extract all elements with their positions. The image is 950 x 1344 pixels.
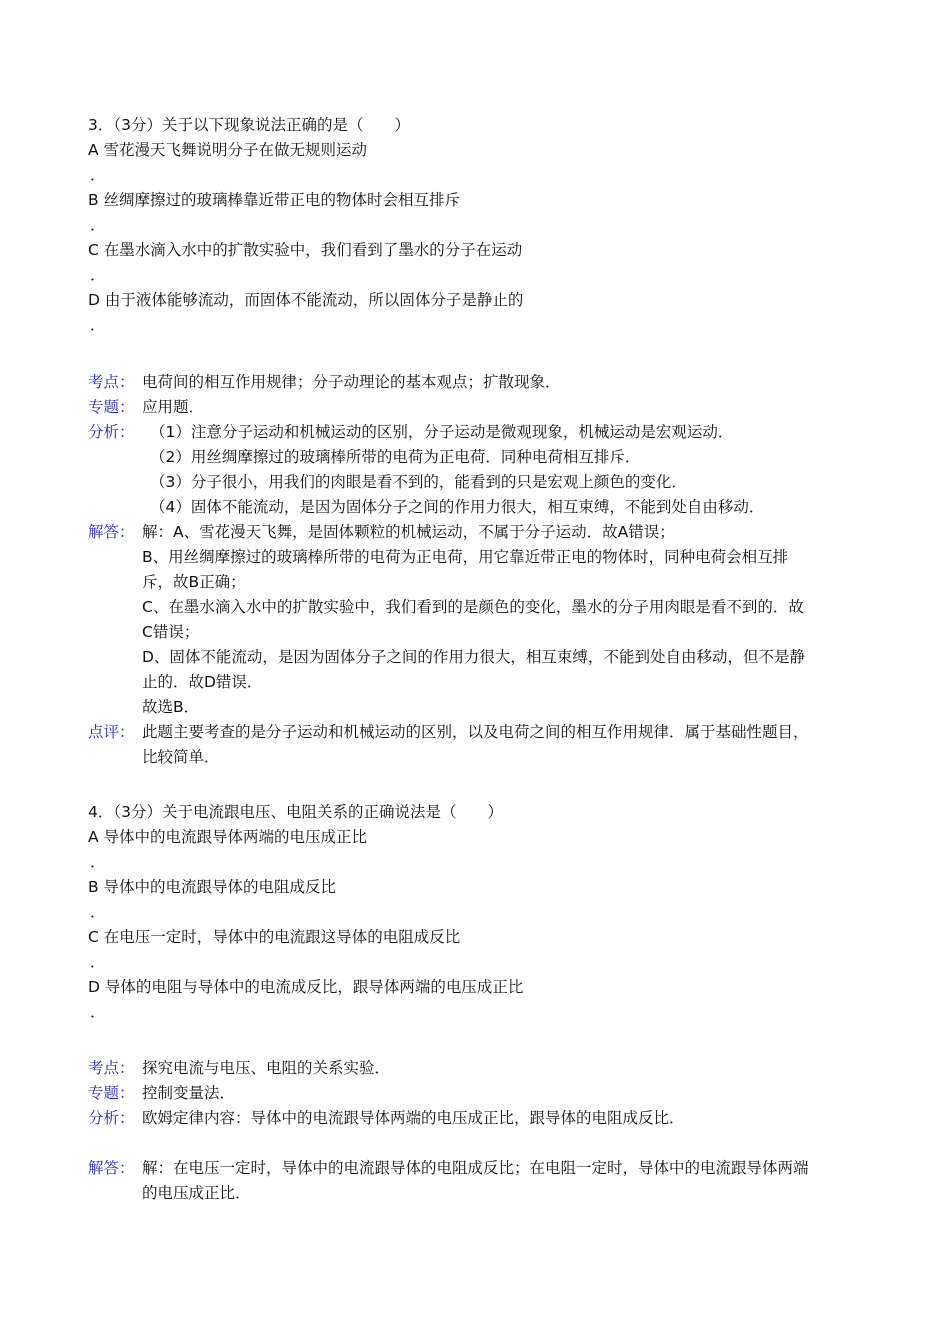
fenxi-row <box>88 420 878 520</box>
option-c: C 在墨水滴入水中的扩散实验中，我们看到了墨水的分子在运动 <box>88 241 523 259</box>
option-dot: ． <box>90 853 106 871</box>
question-3 <box>88 113 878 338</box>
option-a: A 导体中的电流跟导体两端的电压成正比 <box>88 828 368 846</box>
zhuanti-row <box>88 395 878 420</box>
jieda-line: 斥，故B正确； <box>142 573 246 591</box>
dianping-line: 此题主要考查的是分子运动和机械运动的区别，以及电荷之间的相互作用规律．属于基础性题目， <box>142 723 809 741</box>
jieda-row <box>88 1156 878 1206</box>
fenxi-row <box>88 1106 878 1131</box>
fenxi-label: 分析： <box>88 1109 135 1127</box>
fenxi-line: （4）固体不能流动，是因为固体分子之间的作用力很大，相互束缚，不能到处自由移动． <box>150 498 765 516</box>
zhuanti-label: 专题： <box>88 1084 135 1102</box>
dianping-row <box>88 720 878 770</box>
kaodian-label: 考点： <box>88 1059 135 1077</box>
question-stem: 3．（3分）关于以下现象说法正确的是（ ） <box>88 116 410 134</box>
fenxi-label: 分析： <box>88 423 135 441</box>
question-4 <box>88 800 878 1025</box>
jieda-line: B、用丝绸摩擦过的玻璃棒所带的电荷为正电荷，用它靠近带正电的物体时，同种电荷会相互排 <box>142 548 789 566</box>
option-dot: ． <box>90 166 106 184</box>
option-b: B 导体中的电流跟导体的电阻成反比 <box>88 878 337 896</box>
fenxi-line: （3）分子很小，用我们的肉眼是看不到的，能看到的只是宏观上颜色的变化． <box>150 473 687 491</box>
jieda-line: 解：A、雪花漫天飞舞，是固体颗粒的机械运动，不属于分子运动．故A错误； <box>142 523 675 541</box>
jieda-label: 解答： <box>88 523 135 541</box>
option-dot: ． <box>90 216 106 234</box>
dianping-label: 点评： <box>88 723 135 741</box>
analysis-3 <box>88 370 878 770</box>
jieda-line: 的电压成正比． <box>142 1184 251 1202</box>
fenxi-line: （2）用丝绸摩擦过的玻璃棒所带的电荷为正电荷．同种电荷相互排斥． <box>150 448 641 466</box>
option-d: D 由于液体能够流动，而固体不能流动，所以固体分子是静止的 <box>88 291 524 309</box>
kaodian-label: 考点： <box>88 373 135 391</box>
option-b: B 丝绸摩擦过的玻璃棒靠近带正电的物体时会相互排斥 <box>88 191 461 209</box>
zhuanti-text: 控制变量法． <box>142 1084 236 1102</box>
option-a: A 雪花漫天飞舞说明分子在做无规则运动 <box>88 141 368 159</box>
kaodian-row <box>88 1056 878 1081</box>
jieda-line: C、在墨水滴入水中的扩散实验中，我们看到的是颜色的变化，墨水的分子用肉眼是看不到的．故 <box>142 598 804 616</box>
question-stem: 4．（3分）关于电流跟电压、电阻关系的正确说法是（ ） <box>88 803 503 821</box>
kaodian-text: 电荷间的相互作用规律；分子动理论的基本观点；扩散现象． <box>142 373 561 391</box>
fenxi-text: 欧姆定律内容：导体中的电流跟导体两端的电压成正比，跟导体的电阻成反比． <box>142 1109 685 1127</box>
option-dot: ． <box>90 266 106 284</box>
kaodian-row <box>88 370 878 395</box>
zhuanti-text: 应用题． <box>142 398 205 416</box>
option-c: C 在电压一定时，导体中的电流跟这导体的电阻成反比 <box>88 928 461 946</box>
jieda-line: C错误； <box>142 623 200 641</box>
option-dot: ． <box>90 1003 106 1021</box>
jieda-line: 止的．故D错误． <box>142 673 263 691</box>
dianping-line: 比较简单． <box>142 748 220 766</box>
kaodian-text: 探究电流与电压、电阻的关系实验． <box>142 1059 391 1077</box>
zhuanti-label: 专题： <box>88 398 135 416</box>
jieda-line: 解：在电压一定时，导体中的电流跟导体的电阻成反比；在电阻一定时，导体中的电流跟导体两端 <box>142 1159 809 1177</box>
option-d: D 导体的电阻与导体中的电流成反比，跟导体两端的电压成正比 <box>88 978 524 996</box>
jieda-row <box>88 520 878 720</box>
fenxi-line: （1）注意分子运动和机械运动的区别，分子运动是微观现象，机械运动是宏观运动． <box>150 423 734 441</box>
jieda-line: D、固体不能流动，是因为固体分子之间的作用力很大，相互束缚，不能到处自由移动，但不是静 <box>142 648 805 666</box>
jieda-label: 解答： <box>88 1159 135 1177</box>
analysis-4 <box>88 1056 878 1206</box>
zhuanti-row <box>88 1081 878 1106</box>
option-dot: ． <box>90 953 106 971</box>
option-dot: ． <box>90 316 106 334</box>
jieda-line: 故选B． <box>142 698 200 716</box>
option-dot: ． <box>90 903 106 921</box>
